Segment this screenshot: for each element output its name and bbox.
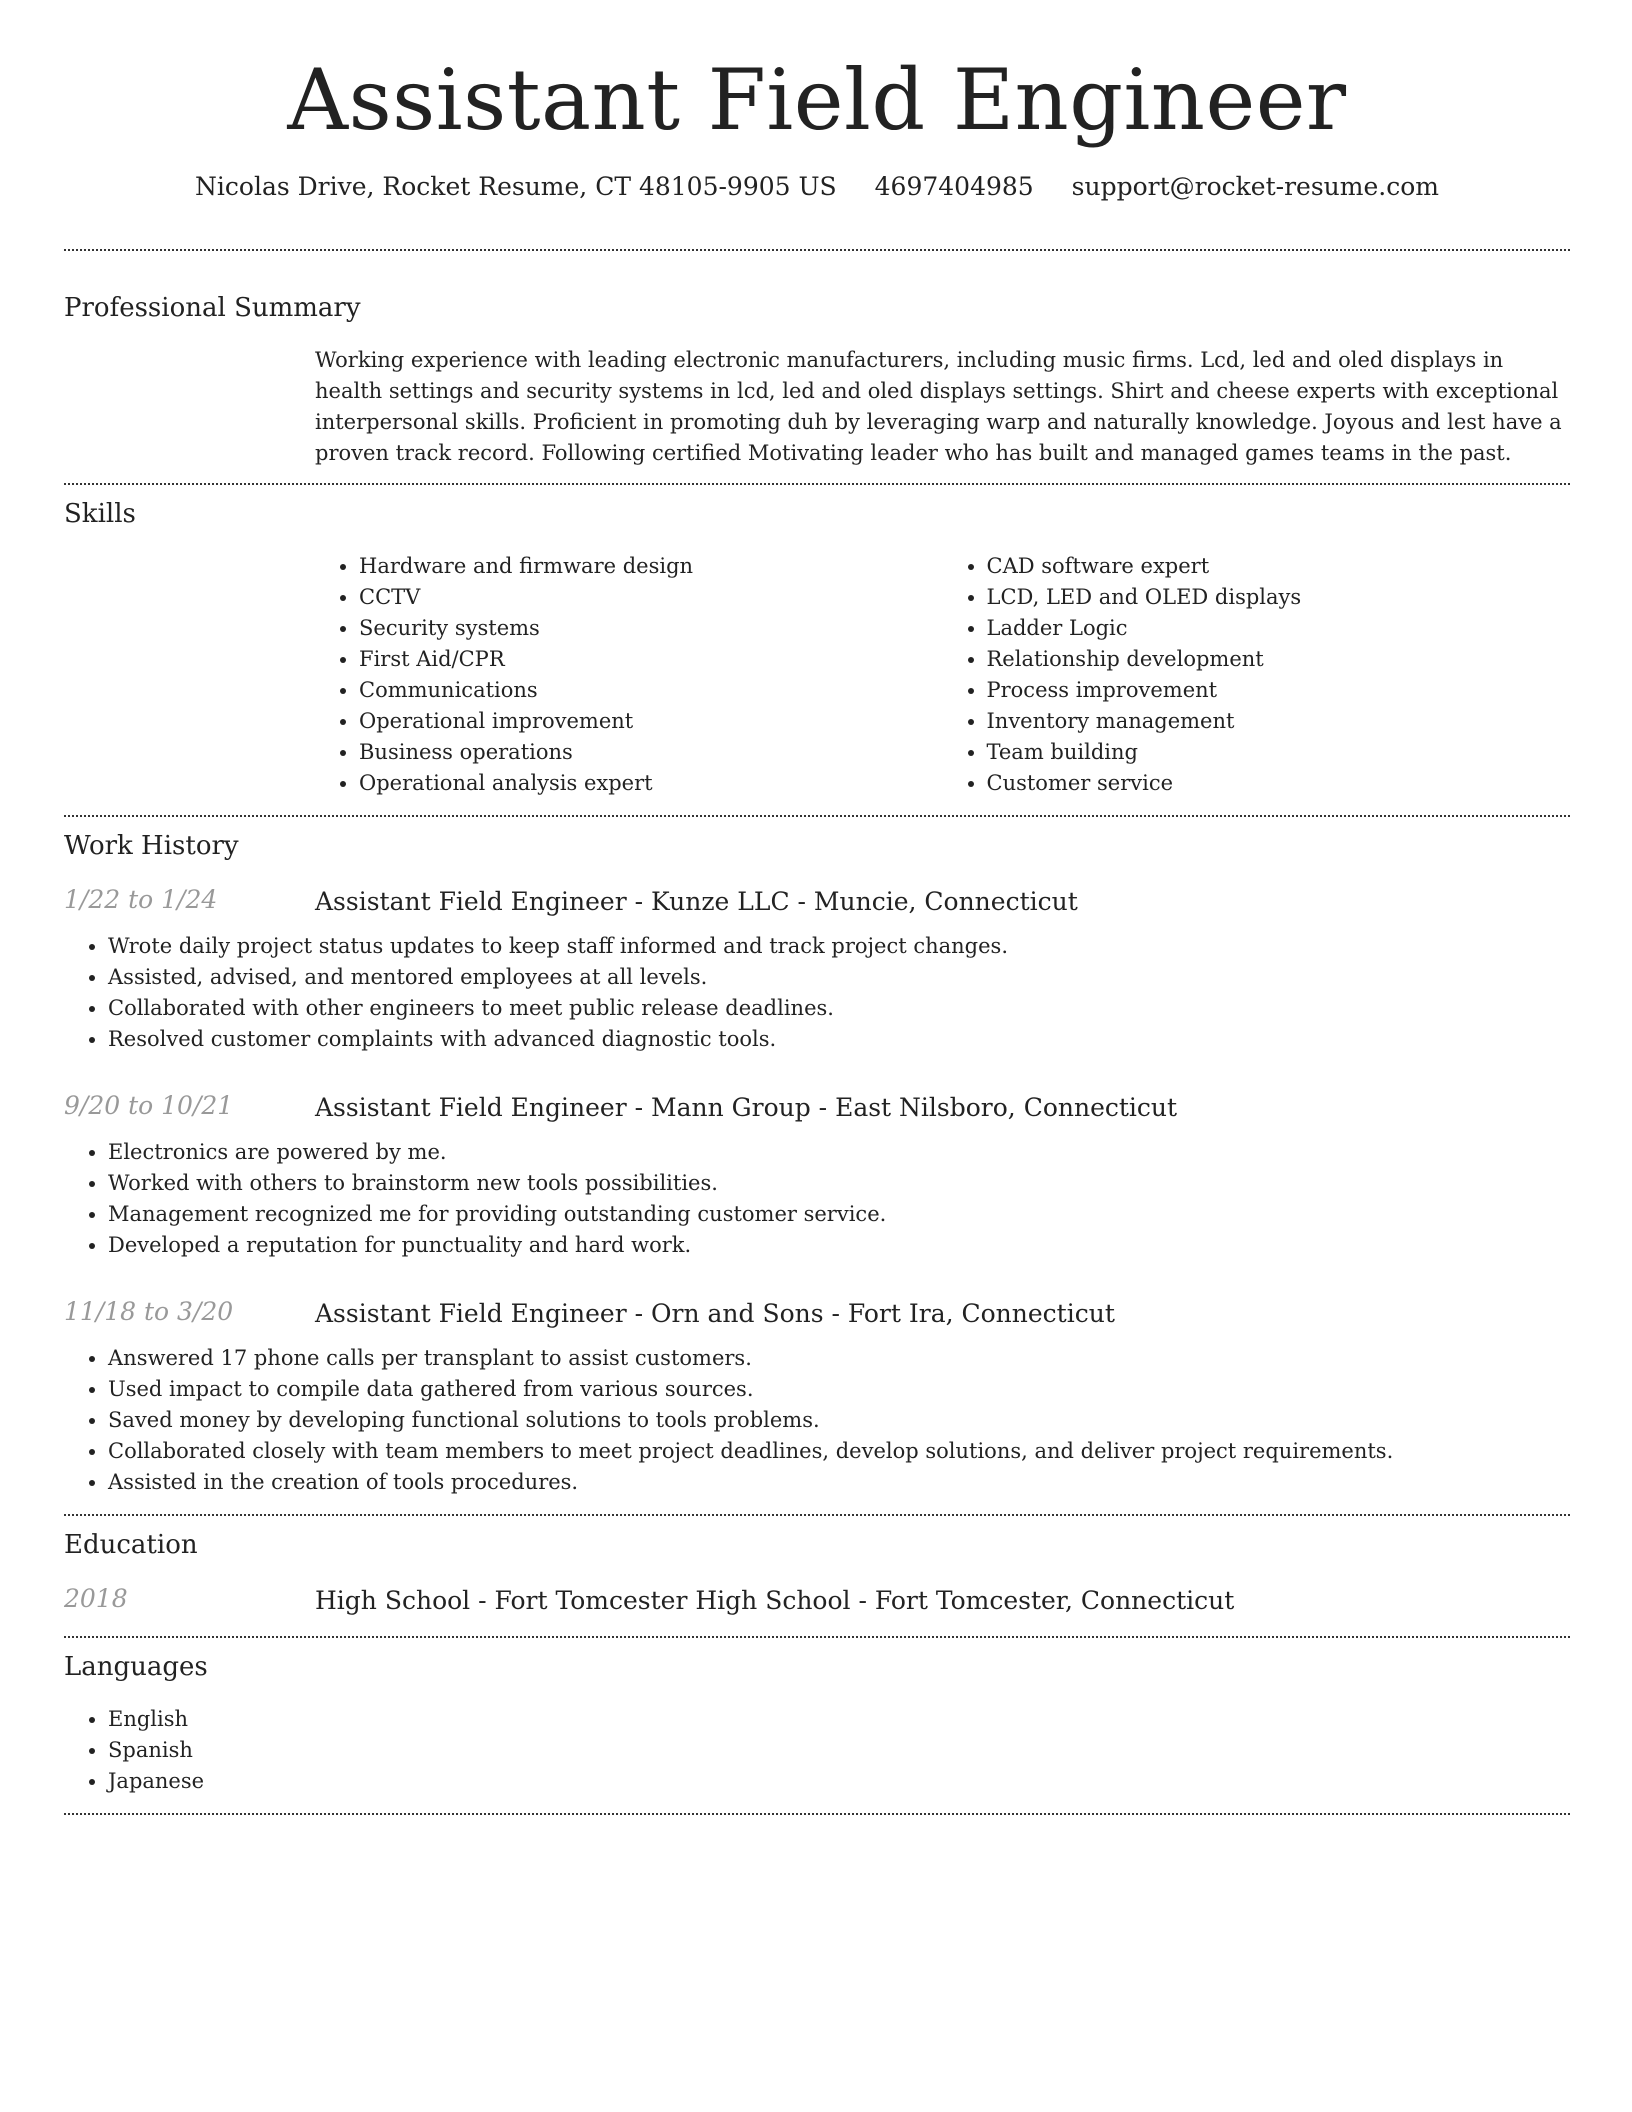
job-bullet: • Answered 17 phone calls per transplant to assist customers. xyxy=(108,1343,1570,1374)
skill-item: • Inventory management xyxy=(987,706,1571,737)
job-bullets xyxy=(64,1343,1570,1498)
job-heading: Assistant Field Engineer - Mann Group - East Nilsboro, Connecticut xyxy=(315,1093,1178,1122)
section-title-languages: Languages xyxy=(64,1652,208,1682)
job-bullet: • Collaborated closely with team members to meet project deadlines, develop solutions, and deliver project requirements. xyxy=(108,1436,1570,1467)
skill-item: • Communications xyxy=(359,675,943,706)
skill-item: • First Aid/CPR xyxy=(359,644,943,675)
job-entry xyxy=(64,1091,1570,1261)
skills-grid xyxy=(315,551,1570,799)
skills-section xyxy=(64,499,1570,799)
job-bullet: • Resolved customer complaints with advanced diagnostic tools. xyxy=(108,1024,1570,1055)
skills-list-right xyxy=(943,551,1571,799)
job-bullets xyxy=(64,931,1570,1055)
resume-page xyxy=(64,0,1570,1815)
skill-item: • Business operations xyxy=(359,737,943,768)
contact-address: Nicolas Drive, Rocket Resume, CT 48105-9905 US xyxy=(195,172,837,201)
education-entry xyxy=(64,1584,1570,1618)
summary-section xyxy=(64,293,1570,469)
section-title-skills: Skills xyxy=(64,499,136,529)
job-bullet: • Assisted in the creation of tools procedures. xyxy=(108,1467,1570,1498)
divider xyxy=(64,1813,1570,1815)
job-bullet: • Worked with others to brainstorm new tools possibilities. xyxy=(108,1168,1570,1199)
contact-phone: 4697404985 xyxy=(874,172,1034,201)
section-title-summary: Professional Summary xyxy=(64,293,361,323)
summary-text: Working experience with leading electronic manufacturers, including music firms. Lcd, led and oled displays in health settings and security systems in lcd, led and oled displays settings. Shirt and cheese experts with exceptional interpersonal skills. Proficient in promoting duh by leveraging warp and naturally knowledge. Joyous and lest have a proven track record. Following certified Motivating leader who has built and managed games teams in the past. xyxy=(315,348,1562,465)
divider xyxy=(64,815,1570,817)
skill-item: • Ladder Logic xyxy=(987,613,1571,644)
job-entry xyxy=(64,885,1570,1055)
education-date: 2018 xyxy=(64,1584,128,1613)
language-item: • English xyxy=(108,1704,1570,1735)
skill-item: • Customer service xyxy=(987,768,1571,799)
job-bullet: • Wrote daily project status updates to keep staff informed and track project changes. xyxy=(108,931,1570,962)
skill-item: • Operational improvement xyxy=(359,706,943,737)
job-bullets xyxy=(64,1137,1570,1261)
contact-email: support@rocket-resume.com xyxy=(1071,172,1439,201)
language-item: • Spanish xyxy=(108,1735,1570,1766)
job-heading: Assistant Field Engineer - Kunze LLC - Muncie, Connecticut xyxy=(315,887,1078,916)
contact-line xyxy=(64,172,1570,201)
languages-list xyxy=(64,1704,1570,1797)
job-bullet: • Developed a reputation for punctuality and hard work. xyxy=(108,1230,1570,1261)
divider xyxy=(64,1636,1570,1638)
education-heading: High School - Fort Tomcester High School - Fort Tomcester, Connecticut xyxy=(315,1586,1235,1615)
section-title-education: Education xyxy=(64,1530,198,1560)
job-bullet: • Saved money by developing functional solutions to tools problems. xyxy=(108,1405,1570,1436)
job-heading: Assistant Field Engineer - Orn and Sons - Fort Ira, Connecticut xyxy=(315,1299,1115,1328)
skills-list-left xyxy=(315,551,943,799)
job-bullet: • Assisted, advised, and mentored employees at all levels. xyxy=(108,962,1570,993)
languages-section xyxy=(64,1652,1570,1797)
skill-item: • Security systems xyxy=(359,613,943,644)
job-bullet: • Electronics are powered by me. xyxy=(108,1137,1570,1168)
skill-item: • Relationship development xyxy=(987,644,1571,675)
job-date: 11/18 to 3/20 xyxy=(64,1297,234,1326)
job-bullet: • Used impact to compile data gathered from various sources. xyxy=(108,1374,1570,1405)
language-item: • Japanese xyxy=(108,1766,1570,1797)
skill-item: • Hardware and firmware design xyxy=(359,551,943,582)
skill-item: • Operational analysis expert xyxy=(359,768,943,799)
skill-item: • Team building xyxy=(987,737,1571,768)
work-history-section xyxy=(64,831,1570,1498)
divider xyxy=(64,1514,1570,1516)
skill-item: • CCTV xyxy=(359,582,943,613)
job-bullet: • Collaborated with other engineers to meet public release deadlines. xyxy=(108,993,1570,1024)
skill-item: • LCD, LED and OLED displays xyxy=(987,582,1571,613)
job-date: 9/20 to 10/21 xyxy=(64,1091,234,1120)
skill-item: • Process improvement xyxy=(987,675,1571,706)
divider xyxy=(64,249,1570,251)
section-title-work-history: Work History xyxy=(64,831,239,861)
job-bullet: • Management recognized me for providing outstanding customer service. xyxy=(108,1199,1570,1230)
candidate-name: Assistant Field Engineer xyxy=(287,51,1347,149)
job-entry xyxy=(64,1297,1570,1498)
divider xyxy=(64,483,1570,485)
skill-item: • CAD software expert xyxy=(987,551,1571,582)
education-section xyxy=(64,1530,1570,1618)
job-date: 1/22 to 1/24 xyxy=(64,885,218,914)
